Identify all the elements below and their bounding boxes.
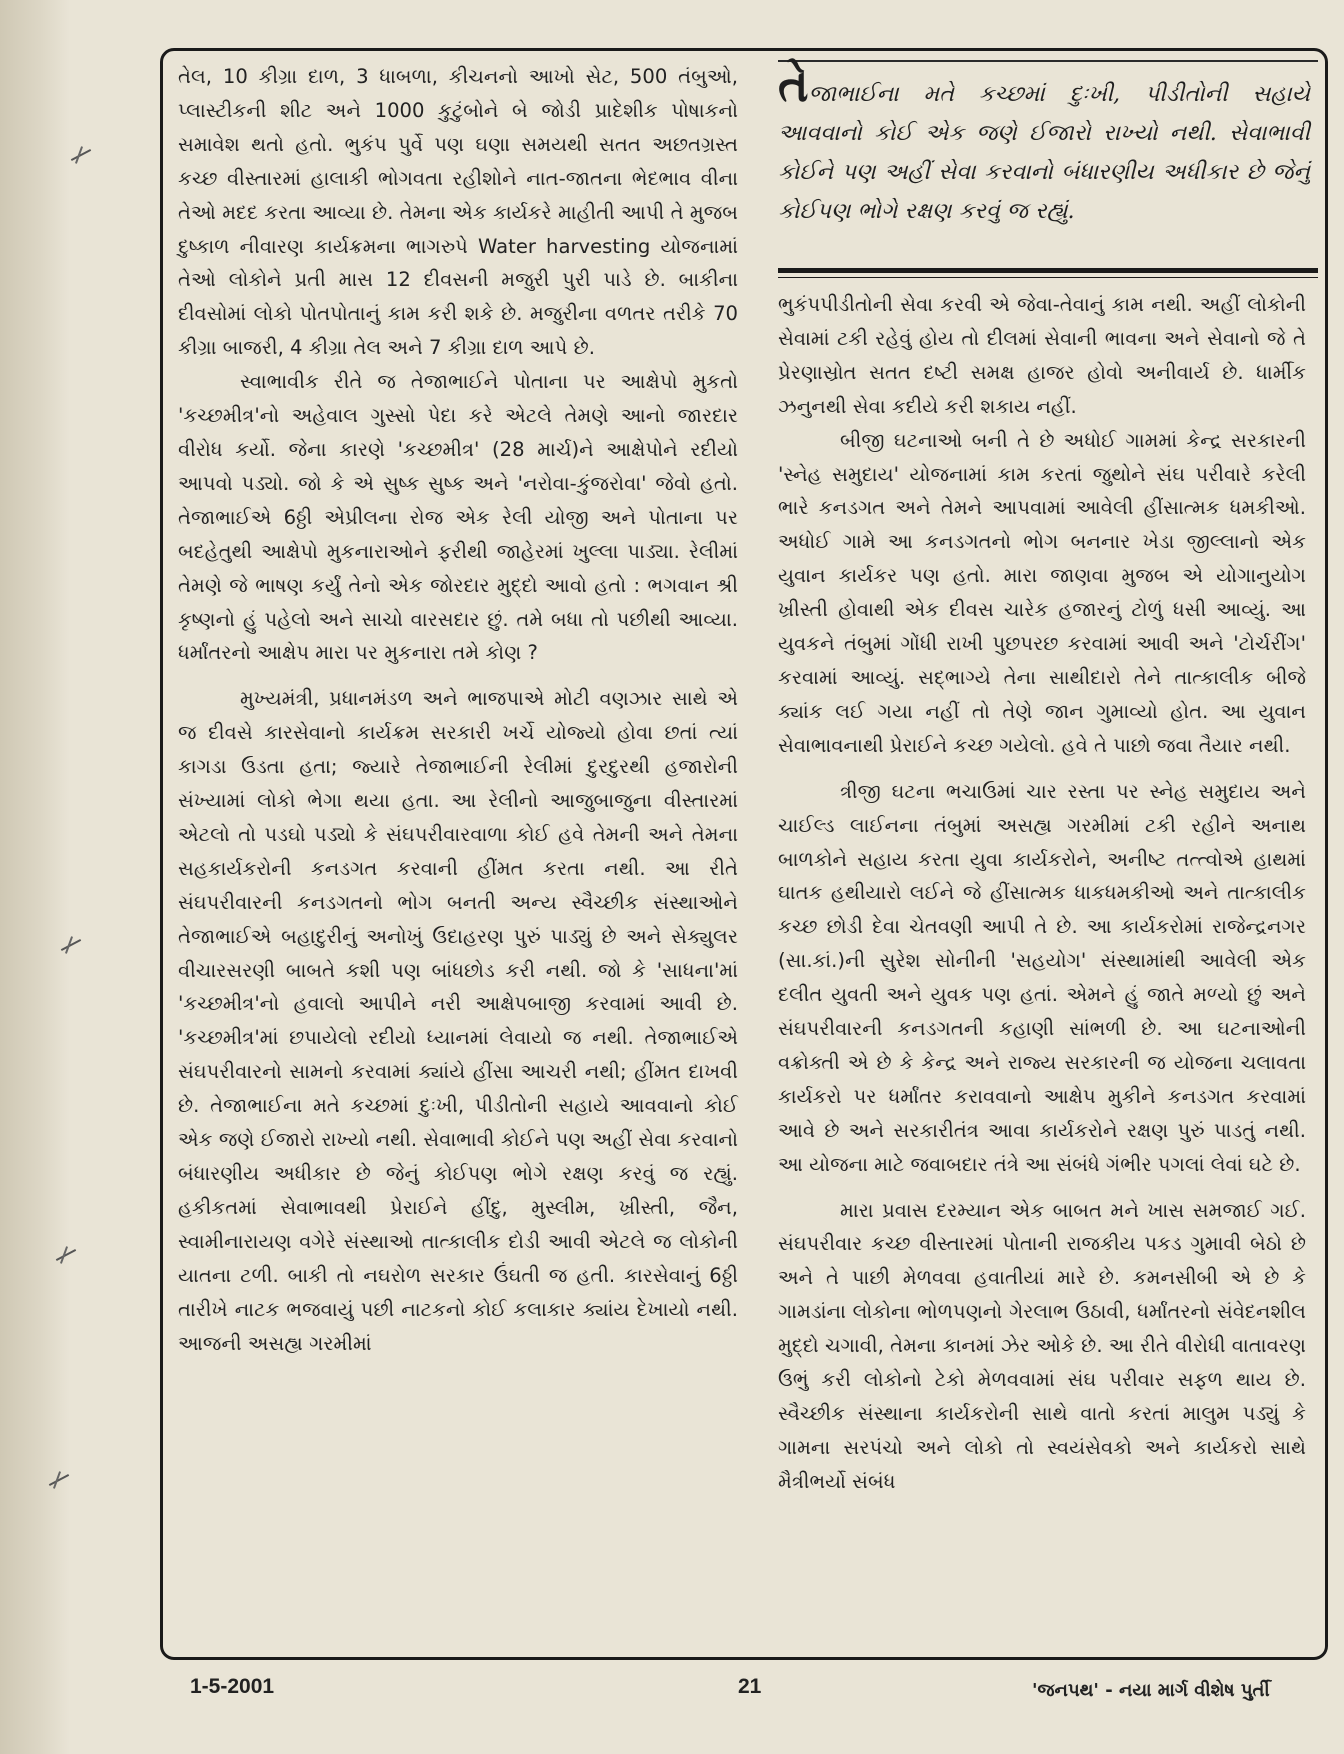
right-column bbox=[778, 288, 1306, 1648]
staple-mark bbox=[60, 940, 82, 950]
publication-title: 'જનપથ' - નયા માર્ગ વીશેષ પુર્તી bbox=[1032, 1680, 1270, 1701]
pullquote-text: જાભાઈના મતે કચ્છમાં દુઃખી, પીડીતોની સહાયે આવવાનો કોઈ એક જણે ઈજારો રાખ્યો નથી. સેવાભાવી કોઈને પણ અહીં સેવા કરવાનો બંધારણીય અધીકાર છે જેનું કોઈપણ ભોગે રક્ષણ કરવું જ રહ્યું. bbox=[778, 81, 1310, 224]
left-column bbox=[178, 60, 738, 1650]
paragraph: ભુકંપપીડીતોની સેવા કરવી એ જેવા-તેવાનું કામ નથી. અહીં લોકોની સેવામાં ટકી રહેવું હોય તો દીલમાં સેવાની ભાવના અને સેવાનો જે તે પ્રેરણાસ્રોત સતત દષ્ટી સમક્ષ હાજર હોવો અનીવાર્ય છે. ધાર્મીક ઝનુનથી સેવા કદીયે કરી શકાય નહીં. bbox=[778, 293, 1306, 418]
pullquote-bottom-rule-thick bbox=[778, 268, 1318, 273]
paragraph: મારા પ્રવાસ દરમ્યાન એક બાબત મને ખાસ સમજાઈ ગઈ. સંઘપરીવાર કચ્છ વીસ્તારમાં પોતાની રાજકીય પકડ ગુમાવી બેઠો છે અને તે પાછી મેળવવા હવાતીયાં મારે છે. કમનસીબી એ છે કે ગામડાંના લોકોના ભોળપણનો ગેરલાભ ઉઠાવી, ધર્માંતરનો સંવેદનશીલ મુદ્દો ચગાવી, તેમના કાનમાં ઝેર ઓકે છે. આ રીતે વીરોધી વાતાવરણ ઉભું કરી લોકોનો ટેકો મેળવવામાં સંઘ પરીવાર સફળ થાય છે. સ્વૈચ્છીક સંસ્થાના કાર્યકરોની સાથે વાતો કરતાં માલુમ પડ્યું કે ગામના સરપંચો અને લોકો તો સ્વયંસેવકો અને કાર્યકરો સાથે મૈત્રીભર્યો સંબંધ bbox=[778, 1198, 1306, 1493]
staple-mark bbox=[48, 1475, 70, 1485]
paragraph: સ્વાભાવીક રીતે જ તેજાભાઈને પોતાના પર આક્ષેપો મુકતો 'કચ્છમીત્ર'નો અહેવાલ ગુસ્સો પેદા કરે એટલે તેમણે આનો જારદાર વીરોધ કર્યો. જેના કારણે 'કચ્છમીત્ર' (28 માર્ચ)ને આક્ષેપોને રદીયો આપવો પડ્યો. જો કે એ સુષ્ક સુષ્ક અને 'નરોવા-કુંજરોવા' જેવો હતો. તેજાભાઈએ 6ઠ્ઠી એપ્રીલના રોજ એક રેલી યોજી અને પોતાના પર બદહેતુથી આક્ષેપો મુકનારાઓને ફરીથી જાહેરમાં ખુલ્લા પાડ્યા. રેલીમાં તેમણે જે ભાષણ કર્યું તેનો એક જોરદાર મુદ્દો આવો હતો : ભગવાન શ્રી કૃષ્ણનો હું પહેલો અને સાચો વારસદાર છું. તમે બધા તો પછીથી આવ્યા. ધર્માંતરનો આક્ષેપ મારા પર મુકનારા તમે કોણ ? bbox=[178, 370, 738, 665]
pullquote-dropcap: તે bbox=[778, 58, 809, 112]
staple-mark bbox=[70, 150, 92, 160]
page-number: 21 bbox=[738, 1675, 762, 1698]
paragraph: મુખ્યમંત્રી, પ્રધાનમંડળ અને ભાજપાએ મોટી વણઝાર સાથે એ જ દીવસે કારસેવાનો કાર્યક્રમ સરકારી ખર્ચે યોજ્યો હોવા છતાં ત્યાં કાગડા ઉડતા હતા; જ્યારે તેજાભાઈની રેલીમાં દુરદુરથી હજારોની સંખ્યામાં લોકો ભેગા થયા હતા. આ રેલીનો આજુબાજુના વીસ્તારમાં એટલો તો પડઘો પડ્યો કે સંઘપરીવારવાળા કોઈ હવે તેમની અને તેમના સહકાર્યકરોની કનડગત કરવાની હીંમત કરતા નથી. આ રીતે સંઘપરીવારની કનડગતનો ભોગ બનતી અન્ય સ્વૈચ્છીક સંસ્થાઓને તેજાભાઈએ બહાદુરીનું અનોખું ઉદાહરણ પુરું પાડ્યું છે અને સેક્યુલર વીચારસરણી બાબતે કશી પણ બાંધછોડ કરી નથી. જો કે 'સાધના'માં 'કચ્છમીત્ર'નો હવાલો આપીને નરી આક્ષેપબાજી કરવામાં આવી છે. 'કચ્છમીત્ર'માં છપાયેલો રદીયો ધ્યાનમાં લેવાયો જ નથી. તેજાભાઈએ સંઘપરીવારનો સામનો કરવામાં ક્યાંયે હીંસા આચરી નથી; હીંમત દાખવી છે. તેજાભાઈના મતે કચ્છમાં દુઃખી, પીડીતોની સહાયે આવવાનો કોઈ એક જણે ઈજારો રાખ્યો નથી. સેવાભાવી કોઈને પણ અહીં સેવા કરવાનો બંધારણીય અધીકાર છે જેનું કોઈપણ ભોગે રક્ષણ કરવું જ રહ્યું. હકીકતમાં સેવાભાવથી પ્રેરાઈને હીંદુ, મુસ્લીમ, ખ્રીસ્તી, જૈન, સ્વામીનારાયણ વગેરે સંસ્થાઓ તાત્કાલીક દોડી આવી એટલે જ લોકોની યાતના ટળી. બાકી તો નઘરોળ સરકાર ઉંઘતી જ હતી. કારસેવાનું 6ઠ્ઠી તારીખે નાટક ભજવાયું પછી નાટકનો કોઈ કલાકાર ક્યાંય દેખાયો નથી. આજની અસહ્ય ગરમીમાં bbox=[178, 687, 738, 1355]
pullquote bbox=[778, 58, 1310, 266]
footer-date: 1-5-2001 bbox=[190, 1675, 275, 1698]
page-binding-edge bbox=[0, 0, 70, 1754]
paragraph: ત્રીજી ઘટના ભચાઉમાં ચાર રસ્તા પર સ્નેહ સમુદાય અને ચાઈલ્ડ લાઈનના તંબુમાં અસહ્ય ગરમીમાં ટકી રહીને અનાથ બાળકોને સહાય કરતા યુવા કાર્યકરોને, અનીષ્ટ તત્ત્વોએ હાથમાં ઘાતક હથીયારો લઈને જે હીંસાત્મક ધાકધમકીઓ અને તાત્કાલીક કચ્છ છોડી દેવા ચેતવણી આપી તે છે. આ કાર્યકરોમાં રાજેન્દ્રનગર (સા.કાં.)ની સુરેશ સોનીની 'સહયોગ' સંસ્થામાંથી આવેલી એક દલીત યુવતી અને યુવક પણ હતાં. એમને હું જાતે મળ્યો છું અને સંઘપરીવારની કનડગતની કહાણી સાંભળી છે. આ ઘટનાઓની વક્રોક્તી એ છે કે કેન્દ્ર અને રાજ્ય સરકારની જ યોજના ચલાવતા કાર્યકરો પર ધર્માંતર કરાવવાનો આક્ષેપ મુકીને કનડગત કરવામાં આવે છે અને સરકારીતંત્ર આવા કાર્યકરોને રક્ષણ પુરું પાડતું નથી. આ યોજના માટે જવાબદાર તંત્રે આ સંબંધે ગંભીર પગલાં લેવાં ઘટે છે. bbox=[778, 779, 1306, 1176]
paragraph: બીજી ઘટનાઓ બની તે છે અધોઈ ગામમાં કેન્દ્ર સરકારની 'સ્નેહ સમુદાય' યોજનામાં કામ કરતાં જુથોને સંઘ પરીવારે કરેલી ભારે કનડગત અને તેમને આપવામાં આવેલી હીંસાત્મક ધમકીઓ. અધોઈ ગામે આ કનડગતનો ભોગ બનનાર ખેડા જીલ્લાનો એક યુવાન કાર્યકર પણ હતો. મારા જાણવા મુજબ એ યોગાનુયોગ ખ્રીસ્તી હોવાથી એક દીવસ ચારેક હજારનું ટોળું ધસી આવ્યું. આ યુવકને તંબુમાં ગોંધી રાખી પુછપરછ કરવામાં આવી અને 'ટોર્ચરીંગ' કરવામાં આવ્યું. સદ્ભાગ્યે તેના સાથીદારો તેને તાત્કાલીક બીજે ક્યાંક લઈ ગયા નહીં તો તેણે જાન ગુમાવ્યો હોત. આ યુવાન સેવાભાવનાથી પ્રેરાઈને કચ્છ ગયેલો. હવે તે પાછો જવા તૈયાર નથી. bbox=[778, 428, 1306, 757]
pullquote-top-rule bbox=[778, 60, 1318, 62]
pullquote-bottom-rule-thin bbox=[778, 277, 1318, 278]
staple-mark bbox=[55, 1250, 77, 1260]
paragraph: તેલ, 10 કીગ્રા દાળ, 3 ધાબળા, કીચનનો આખો સેટ, 500 તંબુઓ, પ્લાસ્ટીકની શીટ અને 1000 કુટુંબોને બે જોડી પ્રાદેશીક પોષાકનો સમાવેશ થતો હતો. ભુકંપ પુર્વે પણ ઘણા સમયથી સતત અછતગ્રસ્ત કચ્છ વીસ્તારમાં હાલાકી ભોગવતા રહીશોને નાત-જાતના ભેદભાવ વીના તેઓ મદદ કરતા આવ્યા છે. તેમના એક કાર્યકરે માહીતી આપી તે મુજબ દુષ્કાળ નીવારણ કાર્યક્રમના ભાગરુપે Water harvesting યોજનામાં તેઓ લોકોને પ્રતી માસ 12 દીવસની મજુરી પુરી પાડે છે. બાકીના દીવસોમાં લોકો પોતપોતાનું કામ કરી શકે છે. મજુરીના વળતર તરીકે 70 કીગ્રા બાજરી, 4 કીગ્રા તેલ અને 7 કીગ્રા દાળ આપે છે. bbox=[178, 65, 738, 360]
